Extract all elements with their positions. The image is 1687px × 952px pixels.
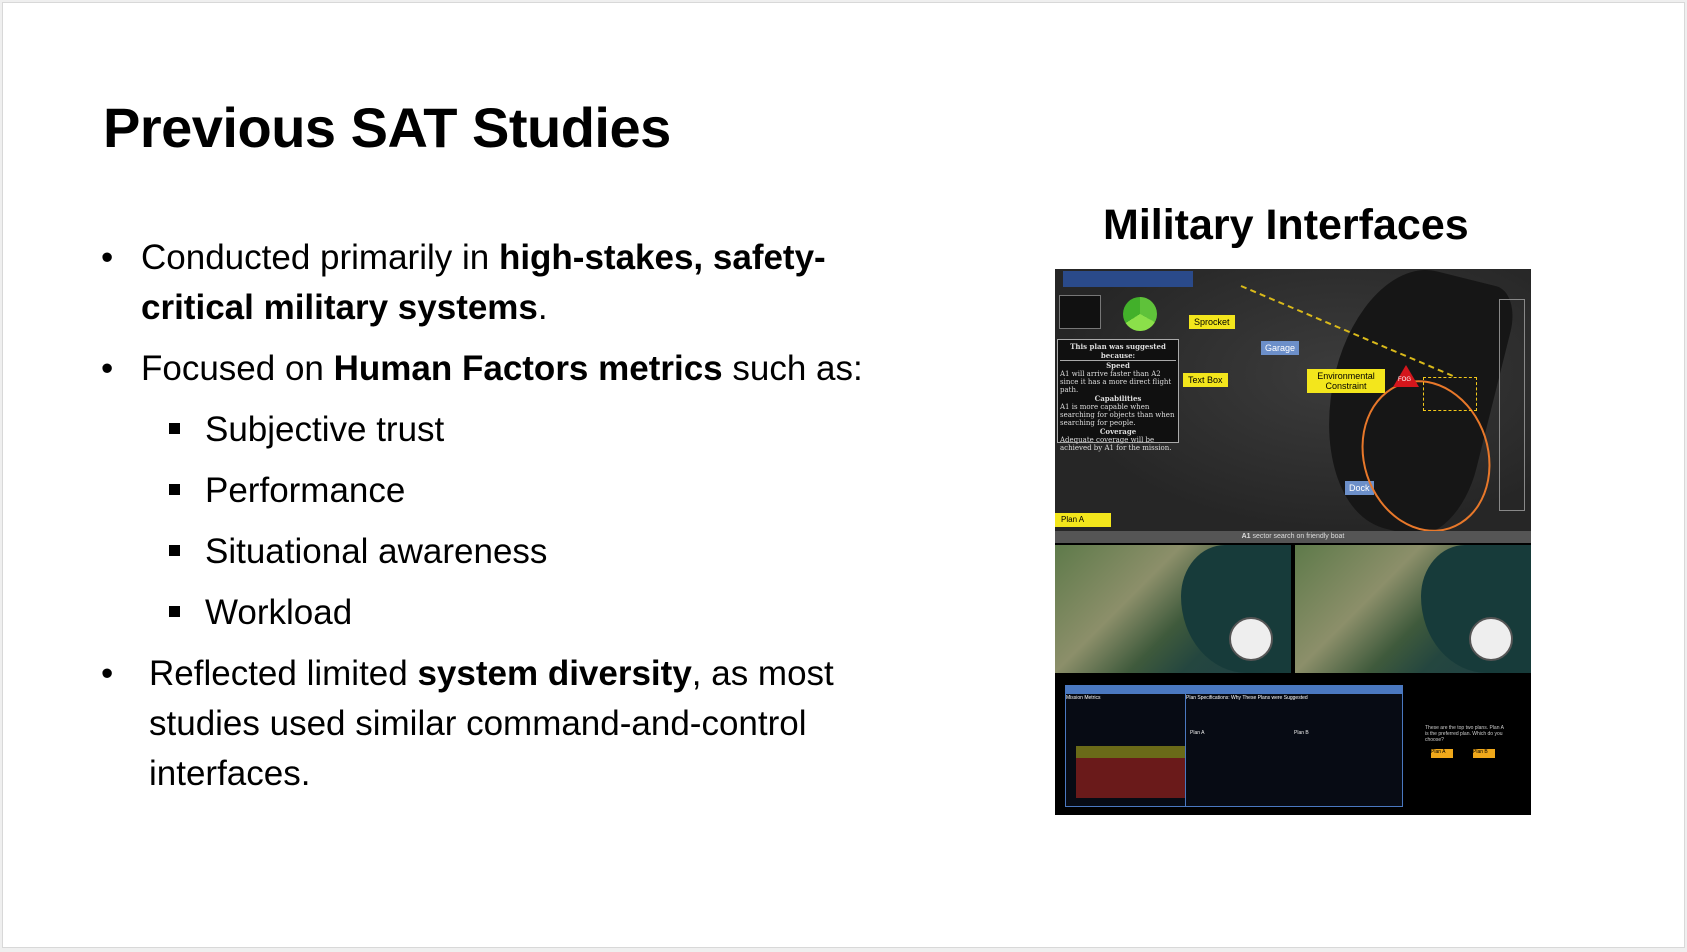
plan-specifications-panel (1185, 685, 1403, 807)
plan-b-column-label: Plan B (1294, 730, 1309, 736)
drone-legend-icon (1059, 295, 1101, 329)
capability-wheel-icon (1469, 617, 1513, 661)
plan-comparison-panel (1055, 675, 1531, 815)
sub-bullet-text: Workload (205, 593, 353, 632)
explanation-section-text: A1 is more capable when searching for objects than when searching for people. (1060, 403, 1175, 427)
panel-title: Mission Metrics (1066, 695, 1101, 701)
choose-plan-a-button[interactable]: Plan A (1431, 749, 1453, 758)
fog-label: FOG (1398, 377, 1411, 383)
square-bullet-icon (169, 606, 180, 617)
slide (2, 2, 1685, 948)
square-bullet-icon (169, 545, 180, 556)
panel-header (1186, 686, 1402, 701)
explanation-section-text: A1 will arrive faster than A2 since it has a more direct flight path. (1060, 370, 1172, 394)
bullet-item (99, 649, 919, 799)
sub-bullet-text: Situational awareness (205, 532, 548, 571)
square-bullet-icon (169, 423, 180, 434)
bullet-bold: system diversity (417, 654, 692, 693)
explanation-section-text: Adequate coverage will be achieved by A1 for the mission. (1060, 436, 1172, 452)
text-box-callout: Text Box (1183, 373, 1228, 387)
bullet-item (99, 344, 919, 394)
caption-asset: A1 (1241, 533, 1251, 540)
capabilities-pie-icon (1123, 297, 1157, 331)
sub-bullet-text: Subjective trust (205, 410, 445, 449)
satellite-map-left (1055, 545, 1291, 673)
sub-bullet-item (99, 466, 919, 516)
sprocket-callout: Sprocket (1189, 315, 1235, 329)
bullet-text: , as most studies used similar command-and-control interfaces. (149, 654, 834, 793)
satellite-map-right (1295, 545, 1531, 673)
bullet-dot: • (101, 238, 114, 277)
asset-sidebar (1499, 299, 1525, 511)
map-caption (1055, 531, 1531, 543)
plan-a-column-label: Plan A (1190, 730, 1205, 736)
target-box (1423, 377, 1477, 411)
bullet-bold: Human Factors metrics (333, 349, 723, 388)
bullet-list (99, 233, 919, 810)
sub-bullet-text: Performance (205, 471, 406, 510)
bullet-text: . (537, 288, 548, 327)
bullet-dot: • (101, 654, 114, 693)
dock-label: Dock (1345, 481, 1374, 495)
bullet-text: such as: (722, 349, 863, 388)
bullet-text: Focused on (141, 349, 334, 388)
bullet-bold: high-stakes, safety-critical military systems (141, 238, 826, 327)
choice-question: These are the top two plans. Plan A is the preferred plan. Which do you choose? (1425, 725, 1504, 743)
explanation-heading: This plan was suggested because: (1060, 342, 1176, 361)
plan-a-badge: Plan A (1055, 513, 1111, 527)
fog-warning-icon (1393, 365, 1419, 387)
bullet-dot: • (101, 349, 114, 388)
bullet-text: Conducted primarily in (141, 238, 499, 277)
choose-plan-b-button[interactable]: Plan B (1473, 749, 1495, 758)
military-interface-screenshot (1055, 269, 1531, 815)
capability-wheel-icon (1229, 617, 1273, 661)
caption-text: sector search on friendly boat (1250, 533, 1345, 540)
environmental-constraint-callout: Environmental Constraint (1307, 369, 1385, 393)
bullet-item (99, 233, 919, 333)
top-status-bar (1063, 271, 1193, 287)
sub-bullet-item (99, 527, 919, 577)
garage-label: Garage (1261, 341, 1299, 355)
square-bullet-icon (169, 484, 180, 495)
bullet-text: Reflected limited (149, 654, 418, 693)
figure-title: Military Interfaces (1103, 201, 1469, 249)
sub-bullet-item (99, 588, 919, 638)
explanation-box (1057, 339, 1179, 452)
explanation-section-heading: Capabilities (1094, 394, 1142, 403)
explanation-section-heading: Coverage (1099, 427, 1137, 436)
sub-bullet-item (99, 405, 919, 455)
explanation-section-heading: Speed (1106, 361, 1130, 370)
panel-title: Plan Specifications: Why These Plans were Suggested (1186, 695, 1308, 701)
slide-title: Previous SAT Studies (103, 96, 671, 159)
map-view-dark (1055, 269, 1531, 531)
